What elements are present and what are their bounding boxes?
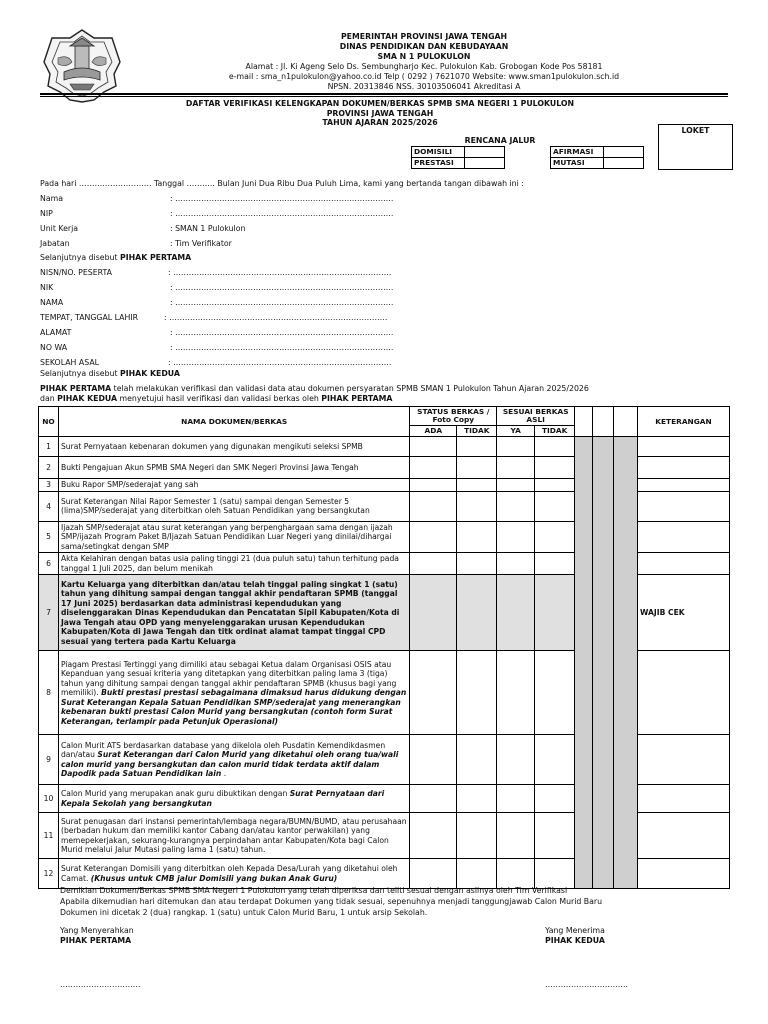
table-row: 9 Calon Murit ATS berdasarkan database yang dikelola oleh Pusdatin Kemendikdasmen dan/atau Surat Keterangan dari Calon Murid yang diketahui oleh orang tua/wali calon murid yang bersangkutan dan calon murid tidak terdata aktif dalam Dapodik pada Satuan Pendidikan lain . bbox=[39, 735, 730, 785]
keterangan-cell bbox=[638, 735, 730, 785]
doc-title-line1: DAFTAR VERIFIKASI KELENGKAPAN DOKUMEN/BERKAS SPMB SMA NEGERI 1 PULOKULON bbox=[185, 99, 575, 108]
pihak2-selanjutnya: Selanjutnya disebut PIHAK KEDUA bbox=[40, 369, 180, 378]
check-tidak[interactable] bbox=[457, 553, 497, 575]
th-status: STATUS BERKAS / Foto Copy bbox=[410, 407, 497, 426]
sign-right: Yang Menerima PIHAK KEDUA bbox=[545, 926, 605, 945]
check-tidak2[interactable] bbox=[535, 813, 575, 859]
header-contact: e-mail : sma_n1pulokulon@yahoo.co.id Telp ( 0292 ) 7621070 Website: www.sman1pulokulon.sch.id bbox=[228, 72, 620, 81]
table-row: 5 Ijazah SMP/sederajat atau surat keterangan yang berpenghargaan sama dengan ijazah SMP/ijazah Program Paket B/Ijazah Satuan Pendidikan Luar Negeri yang dinilai/dihargai sama/setingkat dengan SMP bbox=[39, 521, 730, 552]
th-tidak: TIDAK bbox=[457, 426, 497, 437]
header-divider-thin bbox=[40, 96, 728, 97]
keterangan-cell bbox=[638, 521, 730, 552]
table-row: 10 Calon Murid yang merupakan anak guru dibuktikan dengan Surat Pernyataan dari Kepala Sekolah yang bersangkutan bbox=[39, 785, 730, 813]
check-tidak[interactable] bbox=[457, 735, 497, 785]
field-nama-siswa-value[interactable]: : ………………………………………………………………………… bbox=[170, 298, 394, 307]
table-row: 6 Akta Kelahiran dengan batas usia paling tinggi 21 (dua puluh satu) tahun terhitung pada tanggal 1 Juli 2025, dan belum menikah bbox=[39, 553, 730, 575]
check-tidak[interactable] bbox=[457, 457, 497, 479]
doc-title-line3: TAHUN AJARAN 2025/2026 bbox=[322, 118, 438, 127]
check-ya[interactable] bbox=[497, 813, 535, 859]
check-tidak[interactable] bbox=[457, 437, 497, 457]
th-tidak2: TIDAK bbox=[535, 426, 575, 437]
check-ada[interactable] bbox=[410, 859, 457, 889]
field-ttl-value[interactable]: : ………………………………………………………………………… bbox=[164, 313, 388, 322]
table-row: 3 Buku Rapor SMP/sederajat yang sah bbox=[39, 479, 730, 491]
th-no: NO bbox=[39, 407, 59, 437]
pihak1-selanjutnya: Selanjutnya disebut PIHAK PERTAMA bbox=[40, 253, 192, 262]
check-tidak[interactable] bbox=[457, 479, 497, 491]
closing-text: Demikian Dokumen/Berkas SPMB SMA Negeri 1 Pulokulon yang telah diperiksa dan teliti sesuai dengan aslinya oleh Tim Verifikasi Apabila dikemudian hari ditemukan dan atau terdapat Dokumen yang tidak sesuai, sepenuhnya menjadi tanggungjawab Calon Murid Baru Dokumen ini dicetak 2 (dua) rangkap. 1 (satu) untuk Calon Murid Baru, 1 untuk arsip Sekolah. bbox=[60, 886, 603, 917]
jalur-afirmasi-check[interactable] bbox=[604, 147, 644, 158]
table-row: 1 Surat Pernyataan kebenaran dokumen yang digunakan mengikuti seleksi SPMB bbox=[39, 437, 730, 457]
keterangan-cell bbox=[638, 651, 730, 735]
check-ya[interactable] bbox=[497, 491, 535, 521]
field-no-wa-value[interactable]: : ………………………………………………………………………… bbox=[170, 343, 394, 352]
field-nip-value[interactable]: : ………………………………………………………………………… bbox=[170, 209, 394, 218]
header-school: SMA N 1 PULOKULON bbox=[377, 52, 471, 61]
check-ada[interactable] bbox=[410, 553, 457, 575]
field-jabatan-value: : Tim Verifikator bbox=[170, 239, 232, 248]
verification-table bbox=[38, 406, 730, 889]
sign-left-line[interactable]: …………………………. bbox=[60, 980, 141, 989]
check-tidak[interactable] bbox=[457, 651, 497, 735]
check-ada[interactable] bbox=[410, 457, 457, 479]
check-ya[interactable] bbox=[497, 479, 535, 491]
th-sesuai: SESUAI BERKAS ASLI bbox=[497, 407, 575, 426]
statement-text: PIHAK PERTAMA telah melakukan verifikasi dan validasi data atau dokumen persyaratan SPMB SMAN 1 Pulokulon Tahun Ajaran 2025/2026 dan PIHAK KEDUA menyetujui hasil verifikasi dan validasi berkas oleh PIHAK PERTAMA bbox=[40, 384, 589, 403]
check-ya[interactable] bbox=[497, 735, 535, 785]
table-row: 7 Kartu Keluarga yang diterbitkan dan/atau telah tinggal paling singkat 1 (satu) tahun yang dihitung sampai dengan tanggal akhir pendaftaran SPMB (tanggal 17 Juni 2025) berdasarkan data administrasi kependudukan yang diselenggarakan Dinas Kependudukan dan Pencatatan Sipil Kabupaten/Kota di Jawa Tengah atau OPD yang menyelenggarakan urusan Kependudukan Kabupaten/Kota di Jawa Tengah dan titk ordinat alamat tampat tinggal CPD sesuai yang tertera pada Kartu Keluarga WAJIB CEK bbox=[39, 575, 730, 651]
pihak1-sebutan: PIHAK PERTAMA bbox=[120, 253, 192, 262]
jalur-domisili-label: DOMISILI bbox=[412, 147, 465, 158]
header-dept: DINAS PENDIDIKAN DAN KEBUDAYAAN bbox=[339, 42, 509, 51]
check-tidak[interactable] bbox=[457, 785, 497, 813]
check-ada[interactable] bbox=[410, 437, 457, 457]
th-nama: NAMA DOKUMEN/BERKAS bbox=[58, 407, 409, 437]
header-divider bbox=[40, 93, 728, 95]
keterangan-cell bbox=[638, 457, 730, 479]
jalur-title: RENCANA JALUR bbox=[464, 136, 536, 145]
check-ada[interactable] bbox=[410, 813, 457, 859]
check-ya[interactable] bbox=[497, 437, 535, 457]
check-ya[interactable] bbox=[497, 859, 535, 889]
check-ada[interactable] bbox=[410, 521, 457, 552]
table-row: 2 Bukti Pengajuan Akun SPMB SMA Negeri dan SMK Negeri Provinsi Jawa Tengah bbox=[39, 457, 730, 479]
check-ya[interactable] bbox=[497, 521, 535, 552]
keterangan-wajib-cek: WAJIB CEK bbox=[638, 575, 730, 651]
loket-label: LOKET bbox=[681, 126, 710, 135]
field-nisn-value[interactable]: : ………………………………………………………………………… bbox=[168, 268, 392, 277]
check-ada[interactable] bbox=[410, 651, 457, 735]
check-ya[interactable] bbox=[497, 457, 535, 479]
keterangan-cell bbox=[638, 785, 730, 813]
field-unit-kerja-value: : SMAN 1 Pulokulon bbox=[170, 224, 246, 233]
jalur-table bbox=[411, 146, 644, 169]
field-nik-value[interactable]: : ………………………………………………………………………… bbox=[170, 283, 394, 292]
keterangan-cell bbox=[638, 479, 730, 491]
table-row: 11 Surat penugasan dari instansi pemerintah/lembaga negara/BUMN/BUMD, atau perusahaan (berbadan hukum dan memiliki kantor Cabang dan/atau kantor perwakilan) yang memepekerjakan, sekurang-kurangnya perpindahan antar Kabupaten/Kota bagi Calon Murid melalui Jalur Mutasi paling lama 1 (satu) tahun. bbox=[39, 813, 730, 859]
pihak2-sebutan: PIHAK KEDUA bbox=[120, 369, 180, 378]
check-ada[interactable] bbox=[410, 575, 457, 651]
jalur-mutasi-label: MUTASI bbox=[551, 158, 604, 169]
check-tidak2[interactable] bbox=[535, 651, 575, 735]
check-tidak2[interactable] bbox=[535, 575, 575, 651]
header-npsn: NPSN. 20313846 NSS. 30103506041 Akreditasi A bbox=[327, 82, 521, 91]
check-ya[interactable] bbox=[497, 651, 535, 735]
check-tidak2[interactable] bbox=[535, 735, 575, 785]
check-tidak2[interactable] bbox=[535, 859, 575, 889]
check-tidak2[interactable] bbox=[535, 437, 575, 457]
check-ada[interactable] bbox=[410, 491, 457, 521]
sign-left: Yang Menyerahkan PIHAK PERTAMA bbox=[60, 926, 134, 945]
check-tidak2[interactable] bbox=[535, 785, 575, 813]
check-tidak[interactable] bbox=[457, 813, 497, 859]
jalur-prestasi-label: PRESTASI bbox=[412, 158, 465, 169]
doc-title-line2: PROVINSI JAWA TENGAH bbox=[326, 109, 434, 118]
field-sekolah-asal-value[interactable]: : ………………………………………………………………………… bbox=[168, 358, 392, 367]
table-row: 12 Surat Keterangan Domisili yang diterbitkan oleh Kepada Desa/Lurah yang diketahui oleh Camat. (Khusus untuk CMB jalur Domisili yang bukan Anak Guru) bbox=[39, 859, 730, 889]
check-tidak[interactable] bbox=[457, 859, 497, 889]
keterangan-cell bbox=[638, 437, 730, 457]
check-ada[interactable] bbox=[410, 735, 457, 785]
header-address: Alamat : Jl. Ki Ageng Selo Ds. Sembungharjo Kec. Pulokulon Kab. Grobogan Kode Pos 58181 bbox=[245, 62, 603, 71]
jalur-afirmasi-label: AFIRMASI bbox=[551, 147, 604, 158]
check-tidak2[interactable] bbox=[535, 521, 575, 552]
jalur-mutasi-check[interactable] bbox=[604, 158, 644, 169]
check-ya[interactable] bbox=[497, 553, 535, 575]
check-ya[interactable] bbox=[497, 785, 535, 813]
field-alamat-value[interactable]: : ………………………………………………………………………… bbox=[170, 328, 394, 337]
check-tidak[interactable] bbox=[457, 521, 497, 552]
check-ada[interactable] bbox=[410, 785, 457, 813]
th-ada: ADA bbox=[410, 426, 457, 437]
check-tidak[interactable] bbox=[457, 491, 497, 521]
keterangan-cell bbox=[638, 813, 730, 859]
check-tidak[interactable] bbox=[457, 575, 497, 651]
keterangan-cell bbox=[638, 859, 730, 889]
table-row: 8 Piagam Prestasi Tertinggi yang dimiliki atau sebagai Ketua dalam Organisasi OSIS atau Kepanduan yang sesuai kriteria yang ditetapkan yang diterbitkan paling lama 3 (tiga) tahun yang dihitung sampai dengan tanggal akhir pendaftaran SPMB (khusus bagi yang memiliki). Bukti prestasi prestasi sebagaimana dimaksud harus didukung dengan Surat Keterangan Kepala Satuan Pendidikan SMP/sederajat yang menerangkan kebenaran bukti prestasi Calon Murid yang bersangkutan (contoh form Surat Keterangan, terlampir pada Petunjuk Operasional) bbox=[39, 651, 730, 735]
check-tidak2[interactable] bbox=[535, 479, 575, 491]
table-row: 4 Surat Keterangan Nilai Rapor Semester 1 (satu) sampai dengan Semester 5 (lima)SMP/sederajat yang diterbitkan oleh Satuan Pendidikan yang bersangkutan bbox=[39, 491, 730, 521]
sign-right-line[interactable]: ………………………….. bbox=[545, 980, 628, 989]
jalur-prestasi-check[interactable] bbox=[465, 158, 505, 169]
check-ya[interactable] bbox=[497, 575, 535, 651]
check-tidak2[interactable] bbox=[535, 491, 575, 521]
check-tidak2[interactable] bbox=[535, 457, 575, 479]
check-ada[interactable] bbox=[410, 479, 457, 491]
th-ya: YA bbox=[497, 426, 535, 437]
jalur-domisili-check[interactable] bbox=[465, 147, 505, 158]
field-nama-value[interactable]: : ………………………………………………………………………… bbox=[170, 194, 394, 203]
keterangan-cell bbox=[638, 553, 730, 575]
loket-box bbox=[658, 124, 733, 170]
header-gov: PEMERINTAH PROVINSI JAWA TENGAH bbox=[340, 32, 508, 41]
keterangan-cell bbox=[638, 491, 730, 521]
check-tidak2[interactable] bbox=[535, 553, 575, 575]
intro-text: Pada hari ………………………. Tanggal ……….. Bulan Juni Dua Ribu Dua Puluh Lima, kami yang bertanda tangan dibawah ini : bbox=[40, 179, 524, 188]
th-keterangan: KETERANGAN bbox=[638, 407, 730, 437]
